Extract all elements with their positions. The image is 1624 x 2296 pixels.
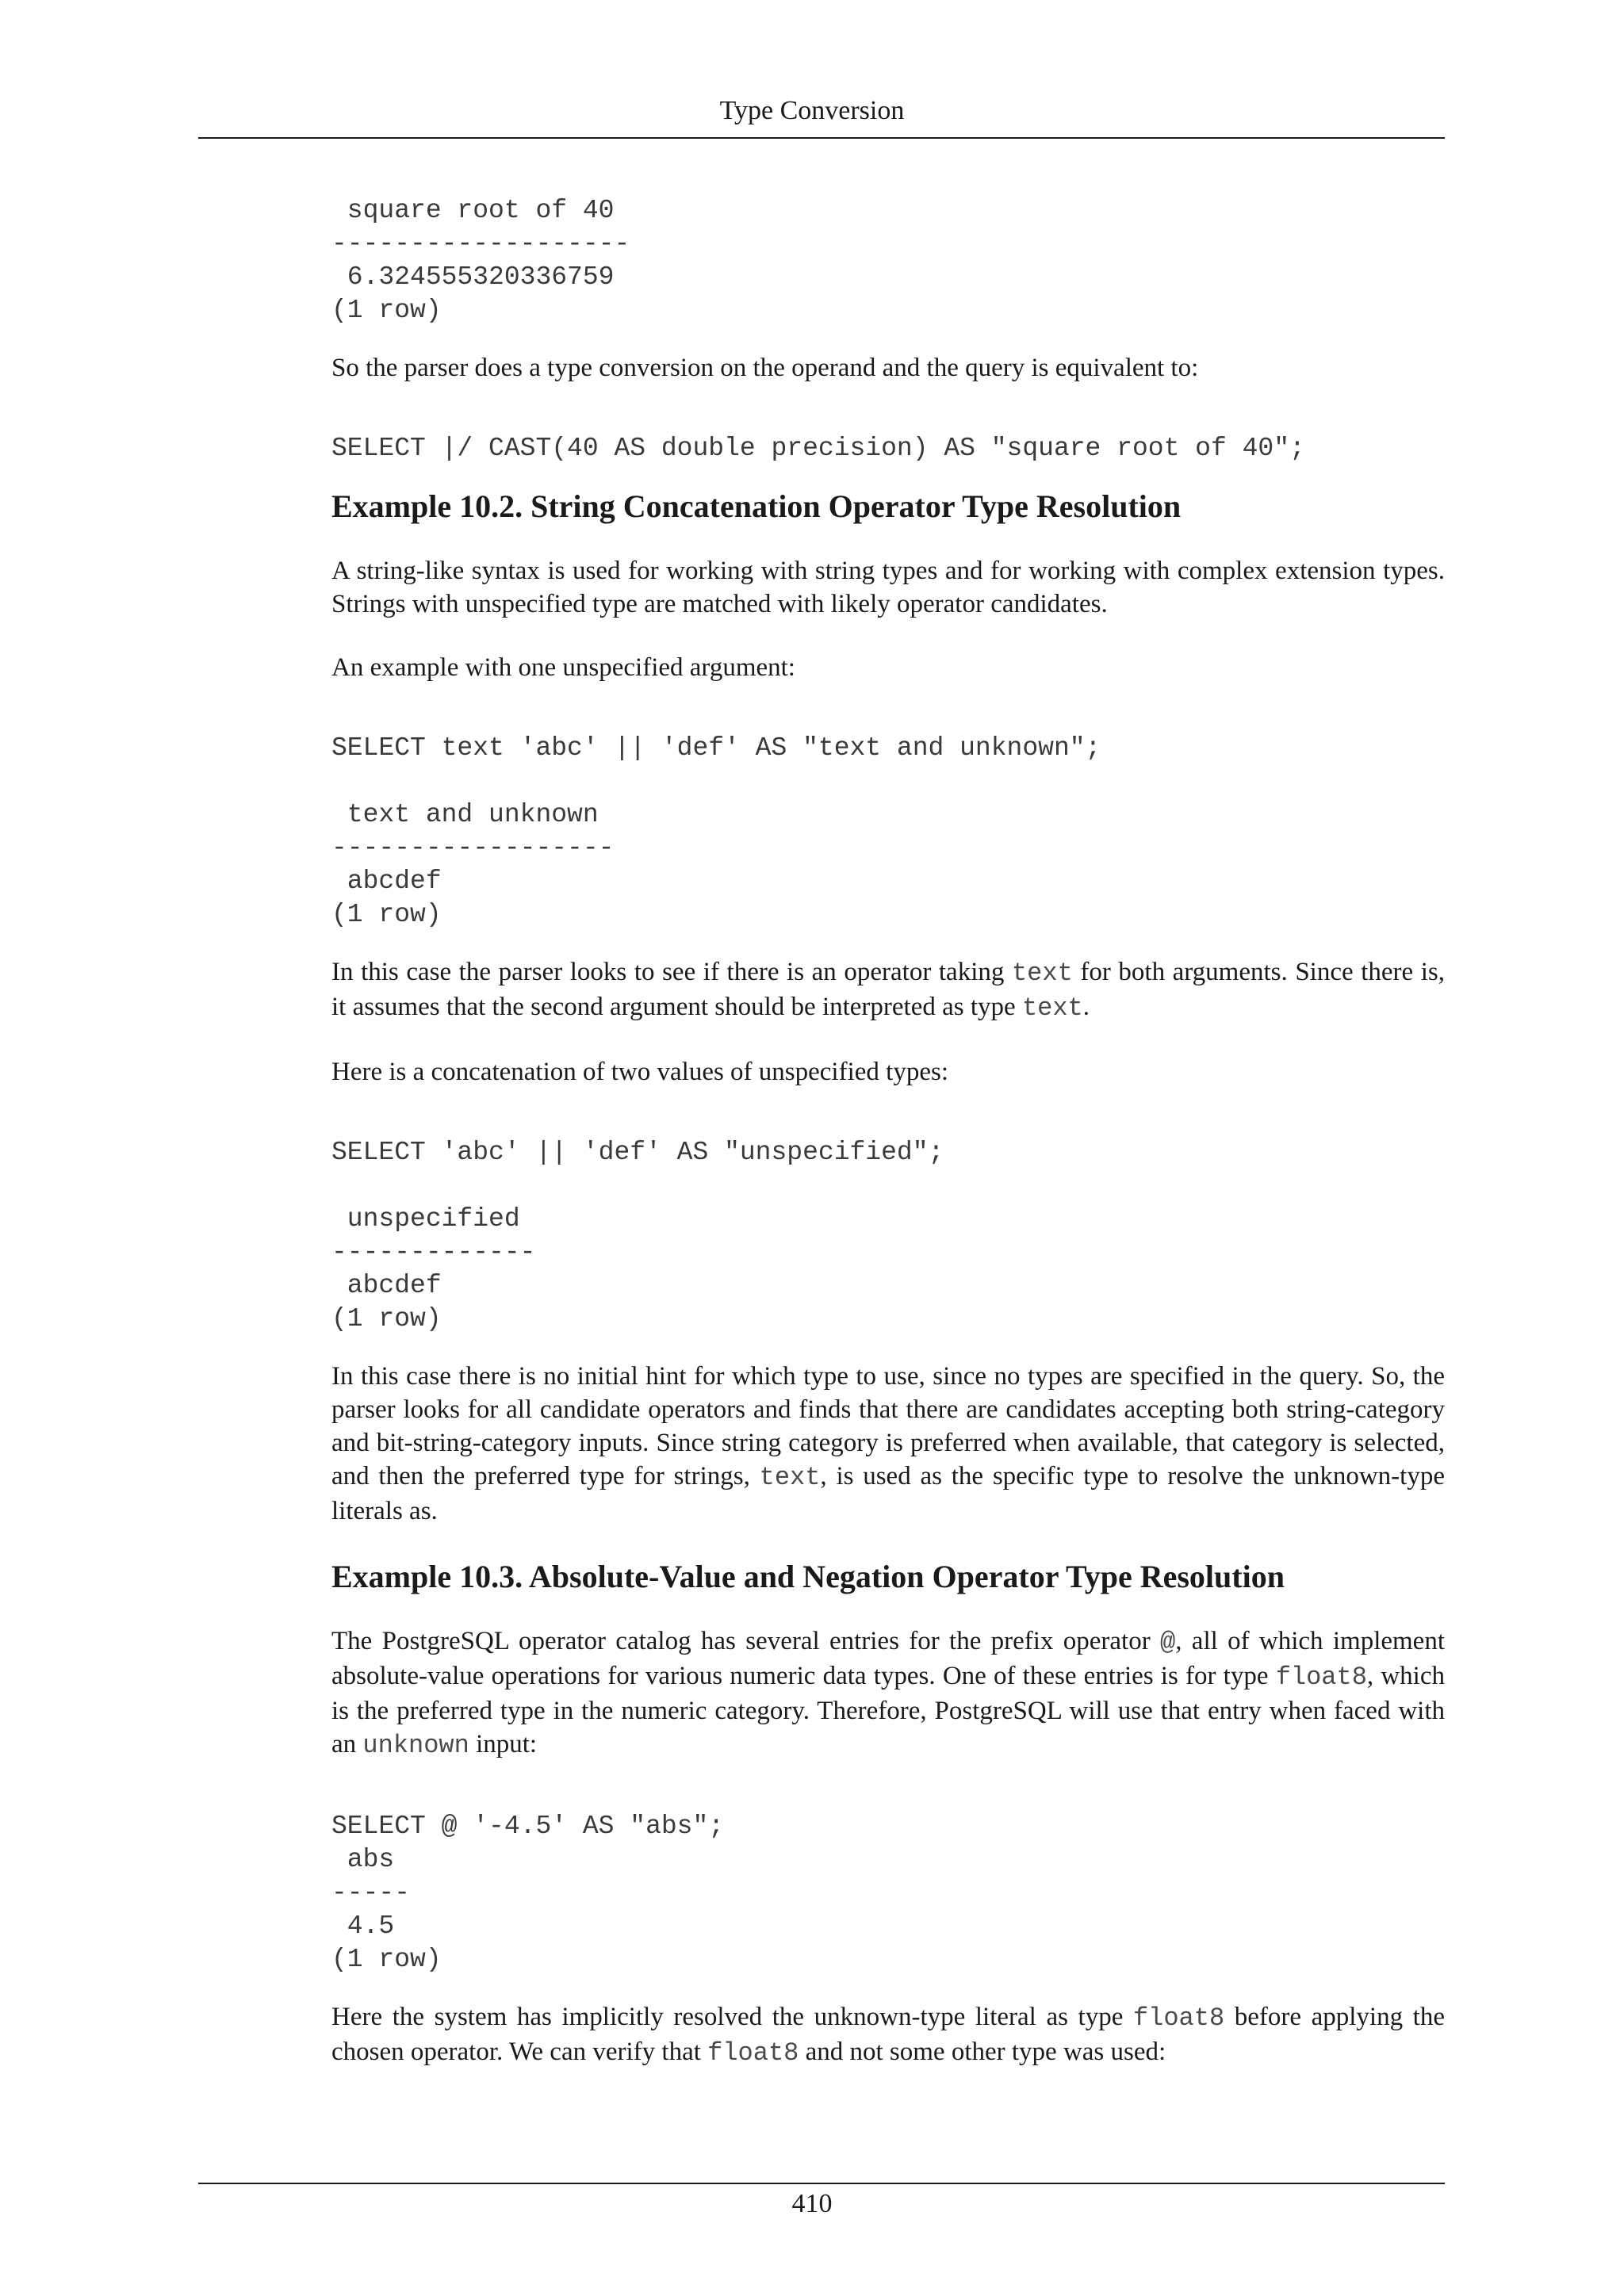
paragraph-operator-catalog xyxy=(331,1624,1445,1762)
header-rule xyxy=(198,137,1445,139)
paragraph-one-unspecified: An example with one unspecified argument: xyxy=(331,653,795,682)
example-heading-10-3: Example 10.3. Absolute-Value and Negation Operator Type Resolution xyxy=(331,1559,1285,1594)
paragraph-implicitly-resolved xyxy=(331,2000,1445,2070)
footer-rule xyxy=(198,2183,1445,2184)
paragraph-operator-taking-text xyxy=(331,955,1445,1025)
page-number: 410 xyxy=(791,2189,833,2218)
paragraph-two-unspecified: Here is a concatenation of two values of unspecified types: xyxy=(331,1058,948,1086)
text-run: , is used as the specific type to resolve the unknown-type literals as. xyxy=(331,1462,1445,1525)
text-run: for both arguments. Since there is, it assumes that the second argument should be interpreted as type xyxy=(331,958,1446,1021)
inline-code-float8: float8 xyxy=(1132,2003,1225,2033)
text-run: In this case the parser looks to see if there is an operator taking xyxy=(331,958,1012,986)
text-run: . xyxy=(1082,993,1090,1021)
inline-code-at: @ xyxy=(1160,1628,1176,1657)
text-run: input: xyxy=(469,1730,538,1758)
inline-code-text: text xyxy=(759,1463,821,1492)
paragraph-string-like-syntax: A string-like syntax is used for working with string types and for working with complex extension types. Strings with unspecified type are matched with likely operator candidates. xyxy=(331,557,1445,618)
text-run: The PostgreSQL operator catalog has several entries for the prefix operator xyxy=(331,1627,1161,1655)
query-result-text-and-unknown: text and unknown ------------------ abcdef (1 row) xyxy=(331,800,615,929)
text-run: , all of which implement absolute-value operations for various numeric data types. One of these entries is for type xyxy=(331,1627,1445,1690)
paragraph-type-conversion: So the parser does a type conversion on the operand and the query is equivalent to: xyxy=(331,354,1199,382)
running-header: Type Conversion xyxy=(719,96,905,125)
text-run: In this case there is no initial hint for which type to use, since no types are specified in the query. So, the parser looks for all candidate operators and finds that there are candidates accepting both string-category and bit-string-category inputs. Since string category is preferred when available, that category is selected, and then the preferred type for strings, xyxy=(331,1362,1445,1490)
example-heading-10-2: Example 10.2. String Concatenation Operator Type Resolution xyxy=(331,488,1182,524)
paragraph-no-initial-hint xyxy=(331,1360,1445,1528)
inline-code-text: text xyxy=(1011,959,1073,988)
code-abs-query-and-result: SELECT @ '-4.5' AS "abs"; abs ----- 4.5 (1 row) xyxy=(331,1812,725,1974)
text-run: and not some other type was used: xyxy=(799,2038,1166,2066)
code-unspecified-query: SELECT 'abc' || 'def' AS "unspecified"; xyxy=(331,1138,944,1167)
text-run: Here the system has implicitly resolved the unknown-type literal as type xyxy=(331,2003,1133,2031)
text-run: before applying the chosen operator. We can verify that xyxy=(331,2003,1446,2066)
page-content xyxy=(331,194,1445,2070)
code-cast-query: SELECT |/ CAST(40 AS double precision) AS "square root of 40"; xyxy=(331,434,1305,463)
query-result-square-root: square root of 40 ------------------- 6.324555320336759 (1 row) xyxy=(331,196,630,325)
inline-code-text: text xyxy=(1021,993,1083,1023)
inline-code-float8: float8 xyxy=(707,2038,799,2068)
code-text-concat-query: SELECT text 'abc' || 'def' AS "text and unknown"; xyxy=(331,733,1101,763)
inline-code-unknown: unknown xyxy=(362,1731,469,1760)
query-result-unspecified: unspecified ------------- abcdef (1 row) xyxy=(331,1204,536,1334)
text-run: , which is the preferred type in the numeric category. Therefore, PostgreSQL will use that entry when faced with an xyxy=(331,1662,1445,1758)
inline-code-float8: float8 xyxy=(1275,1663,1367,1692)
